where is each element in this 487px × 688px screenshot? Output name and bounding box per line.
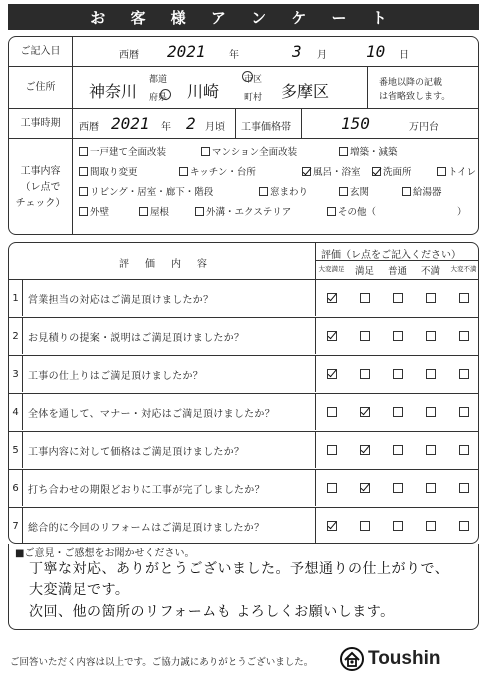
work-option: [195, 204, 291, 218]
company-logo: [340, 646, 440, 672]
eval-question-number: 5: [9, 432, 23, 468]
work-option-checkbox[interactable]: [79, 167, 88, 176]
period-month: 2: [186, 114, 196, 133]
period-year: 2021: [111, 114, 150, 133]
work-option-checkbox[interactable]: [339, 187, 348, 196]
eval-question-text: 全体を通して、マナー・対応はご満足頂けましたか？: [28, 408, 275, 420]
eval-question-text: 打ち合わせの期限どおりに工事が完了しましたか？: [28, 484, 265, 496]
period-label: 工事時期: [9, 109, 73, 138]
work-option-label: 洗面所: [383, 167, 412, 178]
address-note-2: は省略致します。: [379, 92, 451, 102]
eval-rating-checkbox[interactable]: [393, 407, 403, 417]
eval-question-row: [9, 393, 478, 430]
address-label: ご住所: [9, 67, 73, 108]
work-option: [372, 164, 412, 178]
eval-rating-checkbox[interactable]: [360, 521, 370, 531]
eval-rating-checkbox[interactable]: [459, 369, 469, 379]
eval-question-row: [9, 507, 478, 544]
eval-rating-checkbox[interactable]: [426, 521, 436, 531]
eval-rating-cell: [382, 394, 414, 430]
period-year-unit: 年: [161, 122, 171, 133]
eval-column-header: 大変満足: [318, 265, 345, 273]
work-option-checkbox[interactable]: [79, 147, 88, 156]
eval-question-row: [9, 431, 478, 468]
eval-rating-checkbox[interactable]: [459, 521, 469, 531]
eval-rating-cell: [448, 318, 479, 354]
work-label-2: （レ点で: [20, 181, 61, 193]
date-year: 2021: [167, 42, 206, 61]
eval-rating-checkbox[interactable]: [327, 369, 337, 379]
eval-header-content: 評 価 内 容: [119, 259, 210, 270]
eval-column-header: 不満: [420, 266, 440, 277]
eval-rating-checkbox[interactable]: [393, 331, 403, 341]
pref-circle-mark: [160, 89, 171, 100]
address-row: [9, 67, 478, 109]
city-circle-mark: [242, 71, 253, 82]
date-day: 10: [366, 42, 386, 61]
eval-rating-cell: [349, 394, 381, 430]
eval-rating-cell: [448, 356, 479, 392]
date-month: 3: [292, 42, 302, 61]
price-label: 工事価格帯: [241, 122, 291, 133]
eval-column-header: 普通: [387, 266, 407, 277]
survey-title: お 客 様 ア ン ケ ー ト: [8, 4, 479, 30]
comment-line-1: 丁寧な対応、ありがとうございました。予想通りの仕上がりで、: [29, 561, 450, 577]
work-option-label: 外溝・エクステリア: [206, 207, 292, 218]
eval-rating-checkbox[interactable]: [426, 331, 436, 341]
eval-question-number: 3: [9, 356, 23, 392]
comment-line-2: 大変満足です。: [29, 582, 130, 598]
eval-question-text: 営業担当の対応はご満足頂けましたか？: [28, 294, 214, 306]
eval-rating-checkbox[interactable]: [426, 445, 436, 455]
other-close-paren: ）: [457, 207, 467, 218]
work-option-checkbox[interactable]: [201, 147, 210, 156]
eval-rating-checkbox[interactable]: [459, 331, 469, 341]
date-year-unit: 年: [229, 50, 239, 61]
eval-rating-cell: [415, 470, 447, 506]
work-option-checkbox[interactable]: [139, 207, 148, 216]
eval-rating-checkbox[interactable]: [426, 369, 436, 379]
price-value: 150: [341, 114, 370, 133]
work-option-label: 風呂・浴室: [313, 167, 361, 178]
eval-rating-checkbox[interactable]: [426, 293, 436, 303]
address-district: 多摩区: [281, 82, 330, 101]
eval-rating-cell: [316, 318, 348, 354]
pref-suffix-top: 都道: [149, 75, 168, 85]
eval-rating-cell: [415, 318, 447, 354]
work-option: [139, 204, 169, 218]
eval-question-number: 7: [9, 508, 23, 544]
work-content-label: [9, 139, 73, 235]
address-city: 川崎: [187, 82, 220, 101]
date-day-unit: 日: [399, 50, 409, 61]
work-option-checkbox[interactable]: [179, 167, 188, 176]
work-option-label: 一戸建て全面改装: [90, 147, 167, 158]
eval-question-row: [9, 317, 478, 354]
work-option-checkbox[interactable]: [259, 187, 268, 196]
work-option: [79, 144, 166, 158]
work-option: [79, 164, 138, 178]
work-option: [339, 144, 398, 158]
logo-text: Toushin: [368, 648, 441, 669]
eval-header-subline: [315, 260, 479, 261]
work-label-3: チェック）: [15, 197, 66, 209]
address-prefecture: 神奈川: [89, 82, 138, 101]
comment-line-3: 次回、他の箇所のリフォームも よろしくお願いします。: [29, 604, 395, 620]
eval-rating-checkbox[interactable]: [393, 369, 403, 379]
eval-rating-cell: [349, 318, 381, 354]
period-month-unit: 月頃: [205, 122, 225, 133]
eval-rating-cell: [349, 508, 381, 544]
work-option-checkbox[interactable]: [402, 187, 411, 196]
eval-rating-checkbox[interactable]: [360, 445, 370, 455]
eval-rating-checkbox[interactable]: [459, 483, 469, 493]
eval-header-rating: 評価（レ点をご記入ください）: [321, 250, 461, 261]
period-era: 西暦: [79, 122, 99, 133]
work-option: [402, 184, 442, 198]
eval-question-row: [9, 279, 478, 316]
work-option-checkbox[interactable]: [195, 207, 204, 216]
work-option-checkbox[interactable]: [302, 167, 311, 176]
eval-rating-cell: [415, 356, 447, 392]
comment-label: ■ご意見・ご感想をお聞かせください。: [15, 548, 195, 559]
eval-question-text: 総合的に今回のリフォームはご満足頂けましたか？: [28, 522, 265, 534]
footer-text: ご回答いただく内容は以上です。ご協力誠にありがとうございました。: [10, 657, 314, 668]
eval-rating-cell: [415, 432, 447, 468]
eval-column-header: 満足: [354, 266, 374, 277]
work-option-checkbox[interactable]: [339, 147, 348, 156]
eval-rating-cell: [316, 394, 348, 430]
city-suffix-top: 市区: [244, 75, 263, 85]
pref-suffix-bottom: 府県: [149, 93, 168, 103]
period-divider: [235, 109, 236, 138]
work-option-label: マンション全面改装: [212, 147, 298, 158]
eval-rating-checkbox[interactable]: [327, 407, 337, 417]
eval-rating-cell: [316, 432, 348, 468]
eval-rating-checkbox[interactable]: [459, 445, 469, 455]
work-option: [201, 144, 297, 158]
work-option-checkbox[interactable]: [327, 207, 336, 216]
work-option: [179, 164, 256, 178]
price-divider: [301, 109, 302, 138]
eval-rating-cell: [448, 470, 479, 506]
eval-rating-cell: [382, 508, 414, 544]
eval-rating-checkbox[interactable]: [327, 483, 337, 493]
price-unit: 万円台: [409, 122, 439, 133]
work-option-checkbox[interactable]: [79, 207, 88, 216]
comment-section: [8, 544, 479, 630]
eval-rating-cell: [448, 432, 479, 468]
work-option: [437, 164, 476, 178]
work-option: [327, 204, 376, 218]
eval-rating-cell: [448, 280, 479, 316]
eval-question-text: お見積りの提案・説明はご満足頂けましたか？: [28, 332, 245, 344]
eval-rating-cell: [382, 470, 414, 506]
work-content-row: [9, 139, 478, 235]
eval-rating-cell: [349, 280, 381, 316]
eval-question-number: 2: [9, 318, 23, 354]
eval-rating-cell: [382, 280, 414, 316]
work-option: [79, 204, 109, 218]
eval-rating-cell: [415, 394, 447, 430]
eval-rating-checkbox[interactable]: [393, 445, 403, 455]
eval-rating-cell: [316, 470, 348, 506]
work-option: [302, 164, 361, 178]
eval-rating-checkbox[interactable]: [327, 445, 337, 455]
evaluation-header: [9, 243, 478, 279]
eval-rating-cell: [316, 508, 348, 544]
work-option-label: リビング・居室・廊下・階段: [90, 187, 214, 198]
city-suffix-bottom: 町村: [244, 93, 263, 103]
work-option: [339, 184, 369, 198]
work-option-label: キッチン・台所: [190, 167, 256, 178]
eval-question-text: 工事内容に対して価格はご満足頂けましたか？: [28, 446, 245, 458]
eval-question-row: [9, 355, 478, 392]
eval-rating-checkbox[interactable]: [327, 331, 337, 341]
eval-question-row: [9, 469, 478, 506]
work-option-checkbox[interactable]: [372, 167, 381, 176]
eval-rating-checkbox[interactable]: [459, 407, 469, 417]
eval-question-number: 4: [9, 394, 23, 430]
eval-rating-cell: [382, 432, 414, 468]
date-row: [9, 37, 478, 67]
work-option-label: 玄関: [350, 187, 370, 198]
work-option: [79, 184, 213, 198]
eval-question-number: 6: [9, 470, 23, 506]
eval-rating-cell: [349, 432, 381, 468]
eval-rating-cell: [415, 508, 447, 544]
eval-rating-checkbox[interactable]: [360, 483, 370, 493]
eval-header-divider: [315, 243, 316, 279]
eval-rating-cell: [415, 280, 447, 316]
work-label-1: 工事内容: [20, 165, 61, 177]
eval-rating-cell: [448, 508, 479, 544]
address-note-1: 番地以降の記載: [379, 78, 443, 88]
work-option-label: その他（: [338, 207, 377, 218]
eval-rating-checkbox[interactable]: [459, 293, 469, 303]
work-option-label: トイレ: [448, 167, 477, 178]
work-option-checkbox[interactable]: [437, 167, 446, 176]
eval-rating-cell: [316, 280, 348, 316]
work-option-label: 増築・減築: [350, 147, 398, 158]
eval-rating-checkbox[interactable]: [426, 483, 436, 493]
customer-info-section: [8, 36, 479, 235]
period-row: [9, 109, 478, 139]
eval-rating-checkbox[interactable]: [393, 521, 403, 531]
eval-rating-checkbox[interactable]: [360, 369, 370, 379]
eval-rating-checkbox[interactable]: [327, 521, 337, 531]
eval-question-text: 工事の仕上りはご満足頂けましたか？: [28, 370, 204, 382]
eval-rating-checkbox[interactable]: [426, 407, 436, 417]
work-option-label: 外壁: [90, 207, 110, 218]
work-option-label: 間取り変更: [90, 167, 138, 178]
eval-rating-checkbox[interactable]: [327, 293, 337, 303]
eval-rating-cell: [316, 356, 348, 392]
address-divider: [367, 67, 368, 108]
work-option-label: 屋根: [150, 207, 170, 218]
eval-rating-cell: [349, 470, 381, 506]
eval-rating-checkbox[interactable]: [393, 483, 403, 493]
date-month-unit: 月: [317, 50, 327, 61]
eval-column-header: 大変不満: [450, 265, 477, 273]
work-option: [259, 184, 308, 198]
eval-rating-cell: [349, 356, 381, 392]
evaluation-section: [8, 242, 479, 544]
eval-rating-cell: [382, 356, 414, 392]
work-option-checkbox[interactable]: [79, 187, 88, 196]
eval-question-number: 1: [9, 280, 23, 316]
work-option-label: 給湯器: [413, 187, 442, 198]
eval-rating-checkbox[interactable]: [360, 407, 370, 417]
house-logo-icon: [340, 646, 364, 672]
eval-rating-checkbox[interactable]: [393, 293, 403, 303]
eval-rating-cell: [448, 394, 479, 430]
eval-rating-cell: [382, 318, 414, 354]
eval-rating-checkbox[interactable]: [360, 331, 370, 341]
work-option-label: 窓まわり: [270, 187, 309, 198]
date-era: 西暦: [119, 50, 139, 61]
date-label: ご記入日: [9, 37, 73, 66]
eval-rating-checkbox[interactable]: [360, 293, 370, 303]
